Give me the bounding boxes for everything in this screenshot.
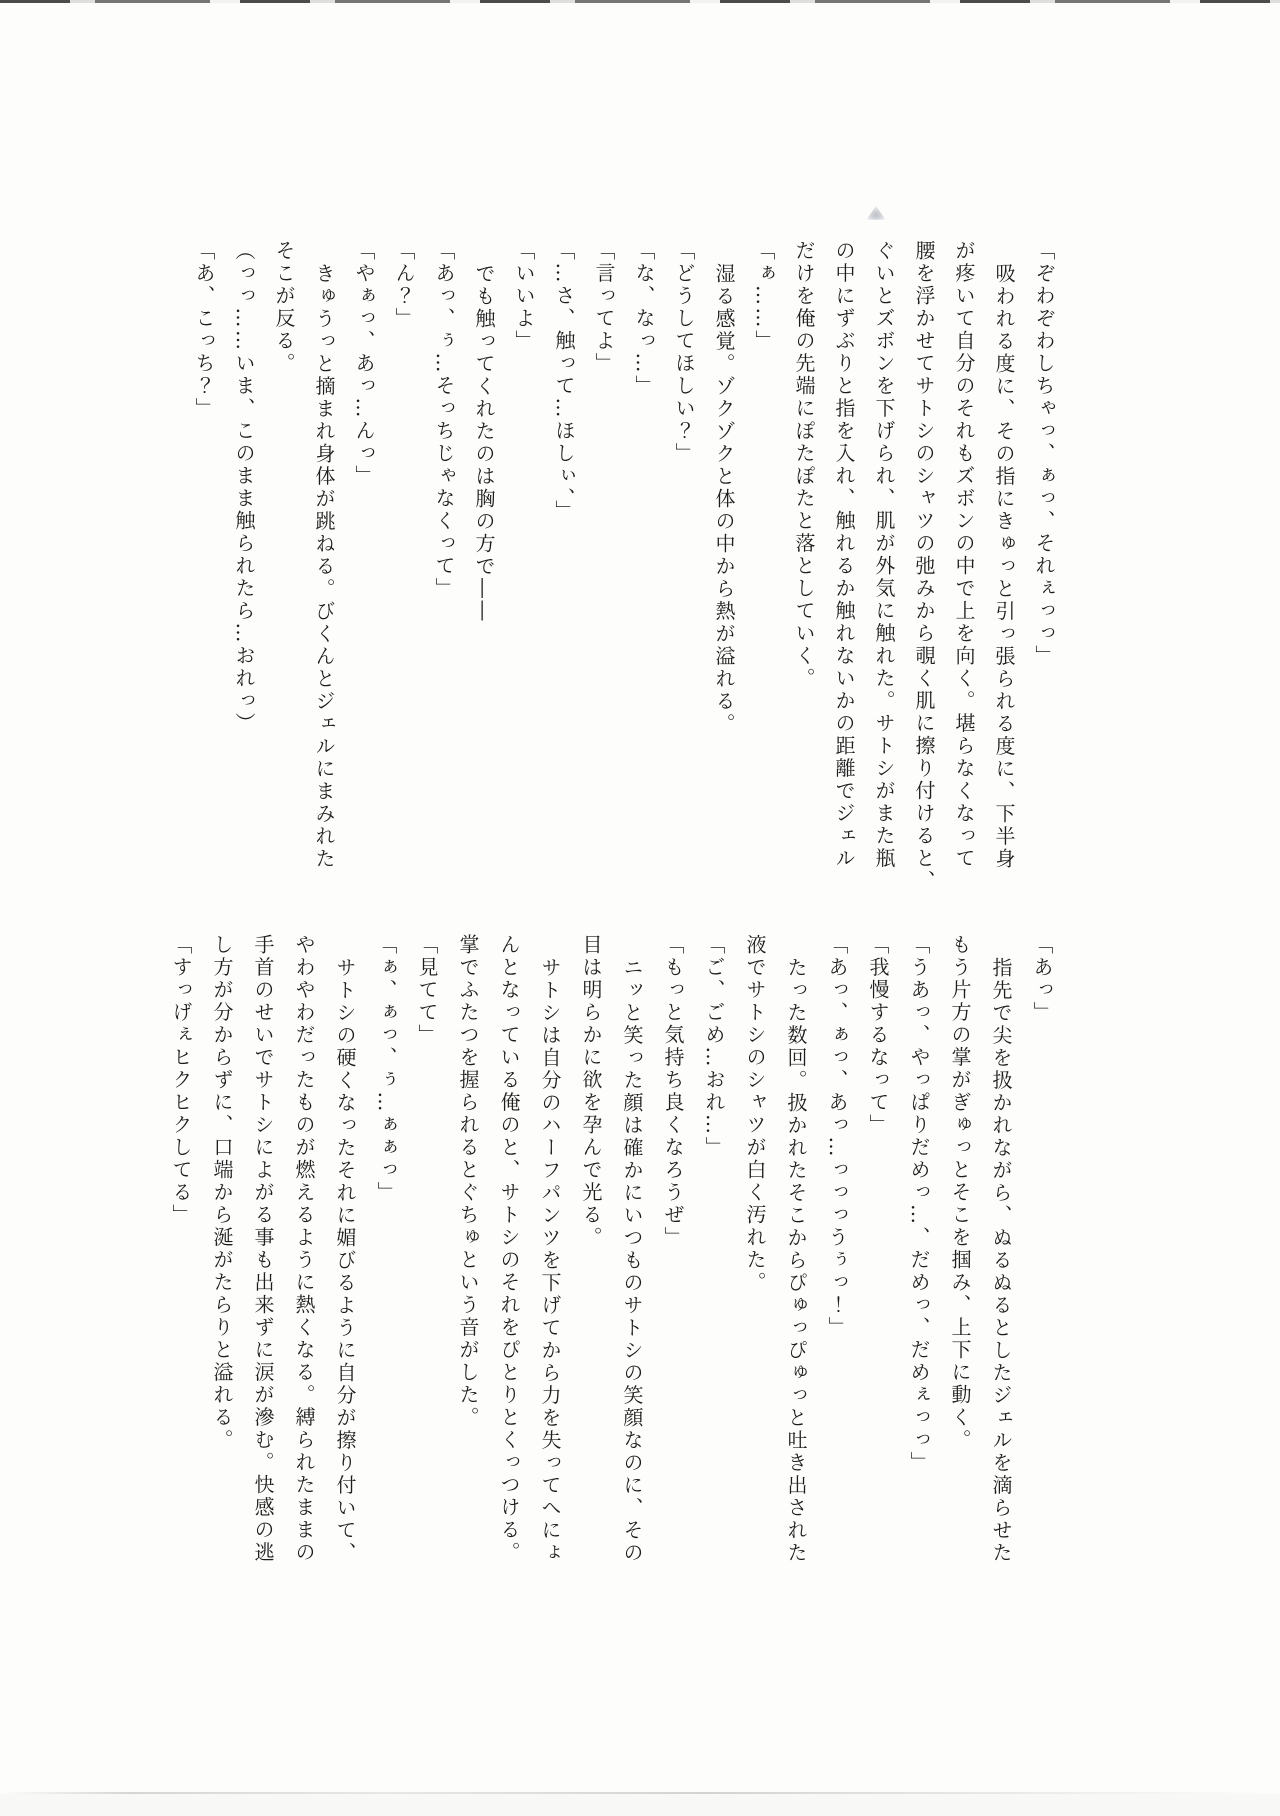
text-line: ニッと笑った顔は確かにいつものサトシの笑顔なのに、その	[620, 956, 644, 1564]
text-line: やわやわだったものが燃えるように熱くなる。縛られたままの	[292, 934, 316, 1564]
text-line: の中にずぶりと指を入れ、触れるか触れないかの距離でジェル	[832, 240, 856, 870]
text-line: 「いいよ」	[512, 240, 536, 353]
text-line: 「…さ、触って…ほしぃ、」	[552, 240, 576, 523]
text-line: 吸われる度に、その指にきゅっと引っ張られる度に、下半身	[992, 262, 1016, 870]
text-line: 「ぁ……」	[752, 240, 776, 353]
text-line: 「どうしてほしい？」	[672, 240, 696, 465]
text-line: 「な、なっ…」	[632, 240, 656, 398]
text-line: 掌でふたつを握られるとぐちゅという音がした。	[456, 934, 480, 1429]
passage-top	[184, 240, 1064, 893]
text-line: （っっ……いま、このまま触られたら…おれっ）	[232, 240, 256, 735]
text-line: たった数回。扱かれたそこからぴゅっぴゅっと吐き出された	[784, 956, 808, 1564]
text-line: 腰を浮かせてサトシのシャツの弛みから覗く肌に擦り付けると、	[912, 240, 936, 893]
text-line: 目は明らかに欲を孕んで光る。	[579, 934, 603, 1249]
text-line: んとなっている俺のと、サトシのそれをぴとりとくっつける。	[497, 934, 521, 1564]
text-line: ぐいとズボンを下げられ、肌が外気に触れた。サトシがまた瓶	[872, 240, 896, 870]
text-line: 指先で尖を扱かれながら、ぬるぬるとしたジェルを滴らせた	[989, 956, 1013, 1564]
text-line: 手首のせいでサトシによがる事も出来ずに涙が滲む。快感の逃	[251, 934, 275, 1564]
text-line: 「うあっ、やっぱりだめっ…、だめっ、だめぇっっ」	[907, 934, 931, 1474]
text-line: そこが反る。	[272, 240, 296, 375]
text-line: 「すっげぇヒクヒクしてる」	[169, 934, 193, 1227]
text-line: サトシの硬くなったそれに媚びるように自分が擦り付いて、	[333, 956, 357, 1564]
text-line: 「見てて」	[415, 934, 439, 1047]
text-line: 「言ってよ」	[592, 240, 616, 375]
text-line: 「ん？」	[392, 240, 416, 330]
text-line: 「あ、こっち？」	[192, 240, 216, 420]
text-line: 「あっ、ぁっ、あっ…っっっうぅっ！」	[825, 934, 849, 1339]
text-line: でも触ってくれたのは胸の方で――	[472, 262, 496, 623]
text-line: きゅうっと摘まれ身体が跳ねる。びくんとジェルにまみれた	[312, 262, 336, 870]
scan-smudge-artifact	[866, 206, 886, 220]
scanner-edge-top	[0, 0, 1280, 3]
text-line: もう片方の掌がぎゅっとそこを掴み、上下に動く。	[948, 934, 972, 1452]
text-line: 「ぞわぞわしちゃっ、ぁっ、それぇっっ」	[1032, 240, 1056, 668]
text-line: 「あっ」	[1030, 934, 1054, 1024]
scanner-strip-bottom	[0, 1794, 1280, 1816]
text-line: 「やぁっ、あっ…んっ」	[352, 240, 376, 488]
text-line: 「あっ、ぅ…そっちじゃなくって」	[432, 240, 456, 600]
text-line: サトシは自分のハーフパンツを下げてから力を失ってへにょ	[538, 956, 562, 1564]
text-line: 「もっと気持ち良くなろうぜ」	[661, 934, 685, 1249]
text-line: が疼いて自分のそれもズボンの中で上を向く。堪らなくなって	[952, 240, 976, 870]
passage-bottom	[160, 934, 1062, 1574]
text-line: し方が分からずに、口端から涎がたらりと溢れる。	[210, 934, 234, 1452]
text-line: 液でサトシのシャツが白く汚れた。	[743, 934, 767, 1294]
text-line: 「ぁ、ぁっ、ぅ…ぁぁっ」	[374, 934, 398, 1204]
text-line: 湿る感覚。ゾクゾクと体の中から熱が溢れる。	[712, 262, 736, 735]
text-line: 「ご、ごめ…おれ…」	[702, 934, 726, 1159]
text-line: 「我慢するなって」	[866, 934, 890, 1137]
text-line: だけを俺の先端にぽたぽたと落としていく。	[792, 240, 816, 690]
